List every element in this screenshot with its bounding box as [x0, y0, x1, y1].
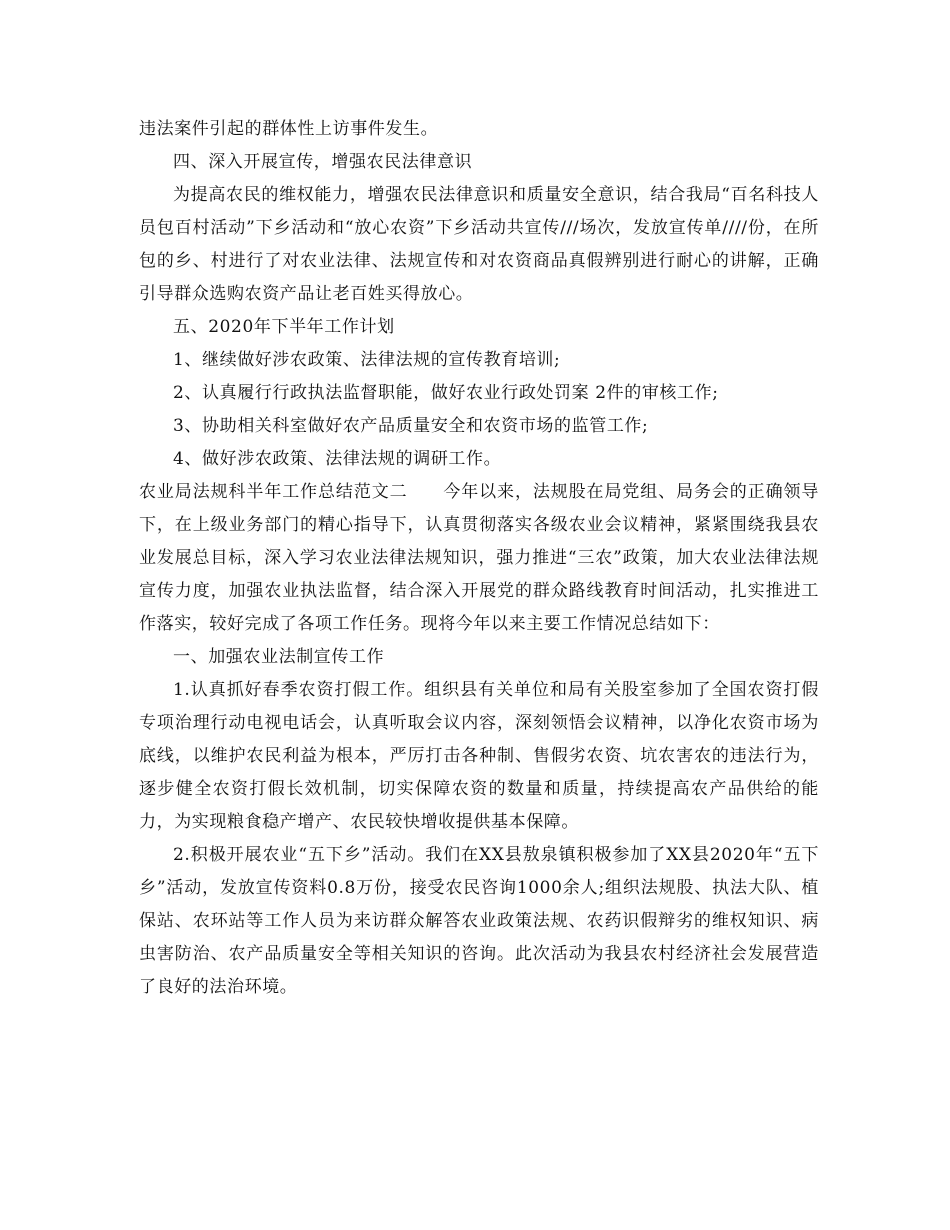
paragraph-continuation: 违法案件引起的群体性上访事件发生。 [139, 119, 439, 139]
plan-item-3: 3、协助相关科室做好农产品质量安全和农资市场的监管工作; [173, 416, 649, 436]
section-heading-1: 一、加强农业法制宣传工作 [173, 647, 385, 667]
section-heading-4: 四、深入开展宣传，增强农民法律意识 [173, 152, 473, 172]
plan-item-4: 4、做好涉农政策、法律法规的调研工作。 [173, 449, 502, 469]
plan-item-2: 2、认真履行行政执法监督职能，做好农业行政处罚案 2件的审核工作; [173, 383, 719, 403]
paragraph-item-1: 1.认真抓好春季农资打假工作。组织县有关单位和局有关股室参加了全国农资打假专项治理行动电视电话会，认真听取会议内容，深刻领悟会议精神，以净化农资市场为底线，以维护农民利益为根本，严厉打击各种制、售假劣农资、坑农害农的违法行为，逐步健全农资打假长效机制，切实保障农资的数量和质量，持续提高农产品供给的能力，为实现粮食稳产增产、农民较快增收提供基本保障。 [139, 680, 819, 832]
paragraph-item-2: 2.积极开展农业“五下乡”活动。我们在XX县敖泉镇积极参加了XX县2020年“五下乡”活动，发放宣传资料0.8万份，接受农民咨询1000余人;组织法规股、执法大队、植保站、农环站等工作人员为来访群众解答农业政策法规、农药识假辩劣的维权知识、病虫害防治、农产品质量安全等相关知识的咨询。此次活动为我县农村经济社会发展营造了良好的法治环境。 [139, 845, 819, 997]
paragraph-publicity: 为提高农民的维权能力，增强农民法律意识和质量安全意识，结合我局“百名科技人员包百村活动”下乡活动和“放心农资”下乡活动共宣传///场次，发放宣传单////份，在所包的乡、村进行了对农业法律、法规宣传和对农资商品真假辨别进行耐心的讲解，正确引导群众选购农资产品让老百姓买得放心。 [139, 185, 819, 304]
document-page [139, 113, 819, 1004]
paragraph-sample-two: 农业局法规科半年工作总结范文二 今年以来，法规股在局党组、局务会的正确领导下，在上级业务部门的精心指导下，认真贯彻落实各级农业会议精神，紧紧围绕我县农业发展总目标，深入学习农业法律法规知识，强力推进“三农”政策，加大农业法律法规宣传力度，加强农业执法监督，结合深入开展党的群众路线教育时间活动，扎实推进工作落实，较好完成了各项工作任务。现将今年以来主要工作情况总结如下： [139, 482, 819, 634]
plan-item-1: 1、继续做好涉农政策、法律法规的宣传教育培训; [173, 350, 561, 370]
section-heading-5: 五、2020年下半年工作计划 [173, 317, 395, 337]
